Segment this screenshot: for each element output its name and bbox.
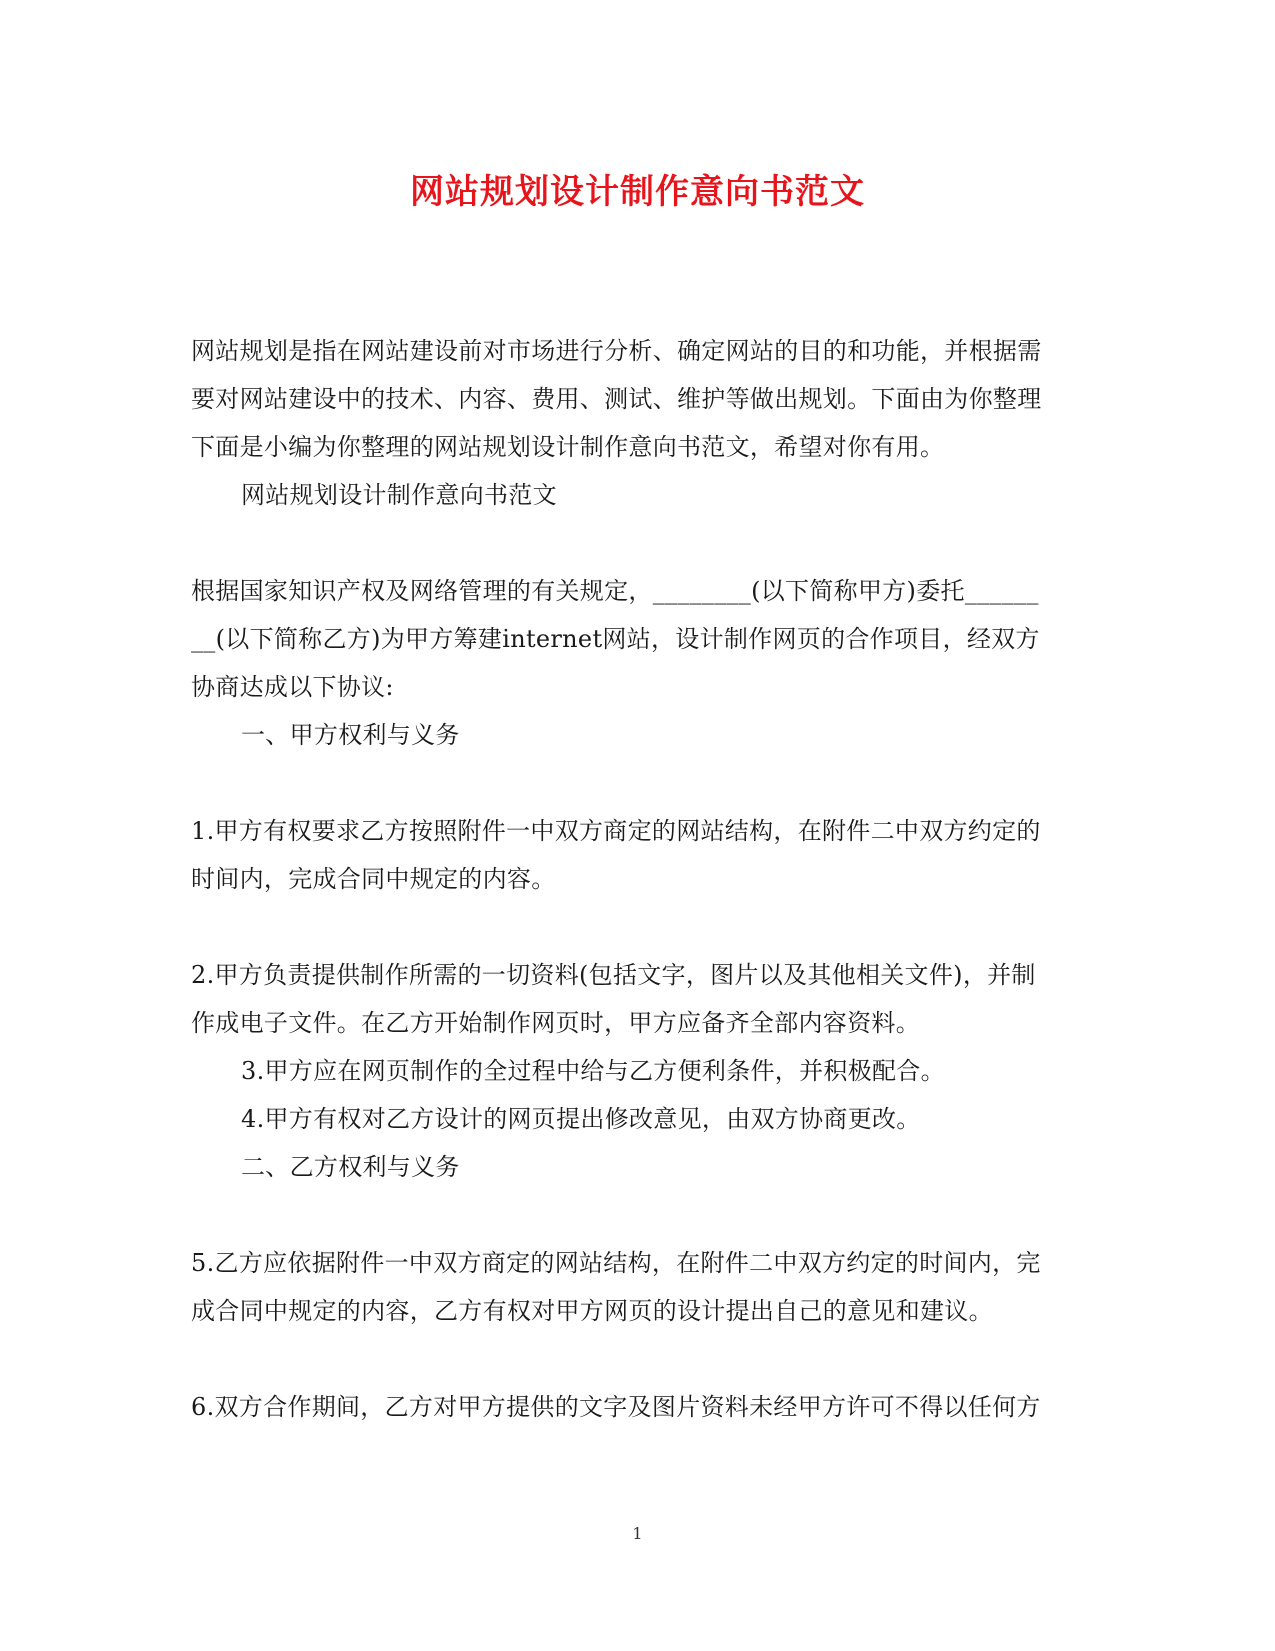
blank-line [191,1191,1071,1239]
paragraph-line: 根据国家知识产权及网络管理的有关规定，________(以下简称甲方)委托______ [191,577,1039,605]
blank-line [191,519,1071,567]
page-number: 1 [632,1524,643,1543]
section-heading: 二、乙方权利与义务 [241,1153,460,1181]
clause-line: 4.甲方有权对乙方设计的网页提出修改意见，由双方协商更改。 [241,1105,921,1133]
document-body [191,327,1071,1431]
paragraph-line: 网站规划是指在网站建设前对市场进行分析、确定网站的目的和功能，并根据需 [191,337,1042,365]
clause-line: 时间内，完成合同中规定的内容。 [191,865,556,893]
paragraph-line: 下面是小编为你整理的网站规划设计制作意向书范文，希望对你有用。 [191,433,945,461]
clause-line: 1.甲方有权要求乙方按照附件一中双方商定的网站结构，在附件二中双方约定的 [191,817,1041,845]
clause-line: 2.甲方负责提供制作所需的一切资料(包括文字，图片以及其他相关文件)，并制 [191,961,1036,989]
section-heading: 网站规划设计制作意向书范文 [241,481,557,509]
section-heading: 一、甲方权利与义务 [241,721,460,749]
blank-line [191,759,1071,807]
paragraph-line: 协商达成以下协议: [191,673,394,701]
paragraph-line: 要对网站建设中的技术、内容、费用、测试、维护等做出规划。下面由为你整理 [191,385,1042,413]
clause-line: 6.双方合作期间，乙方对甲方提供的文字及图片资料未经甲方许可不得以任何方 [191,1393,1041,1421]
paragraph-line: __(以下简称乙方)为甲方筹建internet网站，设计制作网页的合作项目，经双方 [191,625,1040,653]
document-title: 网站规划设计制作意向书范文 [410,172,865,212]
clause-line: 3.甲方应在网页制作的全过程中给与乙方便利条件，并积极配合。 [241,1057,945,1085]
blank-line [191,1335,1071,1383]
clause-line: 5.乙方应依据附件一中双方商定的网站结构，在附件二中双方约定的时间内，完 [191,1249,1041,1277]
blank-line [191,903,1071,951]
clause-line: 成合同中规定的内容，乙方有权对甲方网页的设计提出自己的意见和建议。 [191,1297,993,1325]
clause-line: 作成电子文件。在乙方开始制作网页时，甲方应备齐全部内容资料。 [191,1009,920,1037]
